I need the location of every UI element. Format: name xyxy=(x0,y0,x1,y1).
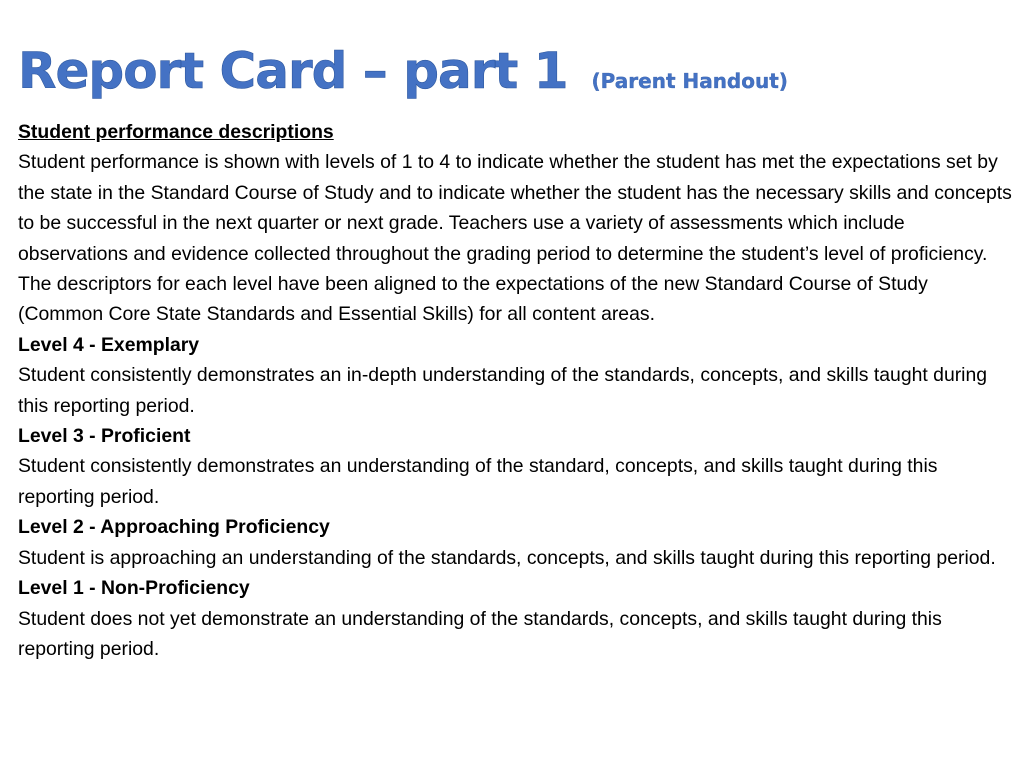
section-heading: Student performance descriptions xyxy=(18,121,334,143)
level-2-description: Student is approaching an understanding of the standards, concepts, and skills taught during this reporting period. xyxy=(18,546,996,569)
level-2-heading: Level 2 - Approaching Proficiency xyxy=(18,516,330,539)
title-row xyxy=(18,40,788,102)
level-3-heading: Level 3 - Proficient xyxy=(18,425,191,448)
intro-paragraph: Student performance is shown with levels of 1 to 4 to indicate whether the student has met the expectations set by the state in the Standard Course of Study and to indicate whether the student has the necessary skills and concepts to be successful in the next quarter or next grade. Teachers use a variety of assessments which include observations and evidence collected throughout the grading period to determine the student’s level of proficiency. The descriptors for each level have been aligned to the expectations of the new Standard Course of Study (Common Core State Standards and Essential Skills) for all content areas. xyxy=(18,151,1012,326)
level-1-description: Student does not yet demonstrate an understanding of the standards, concepts, and skills taught during this reporting period. xyxy=(18,607,942,660)
slide-body xyxy=(18,117,1018,664)
level-4-description: Student consistently demonstrates an in-depth understanding of the standards, concepts, and skills taught during this reporting period. xyxy=(18,364,988,417)
level-4-heading: Level 4 - Exemplary xyxy=(18,333,200,356)
level-3-description: Student consistently demonstrates an understanding of the standard, concepts, and skills taught during this reporting period. xyxy=(18,455,938,508)
page-title: Report Card – part 1 xyxy=(18,42,568,100)
level-1-heading: Level 1 - Non-Proficiency xyxy=(18,577,250,600)
page-subtitle: (Parent Handout) xyxy=(591,69,788,93)
